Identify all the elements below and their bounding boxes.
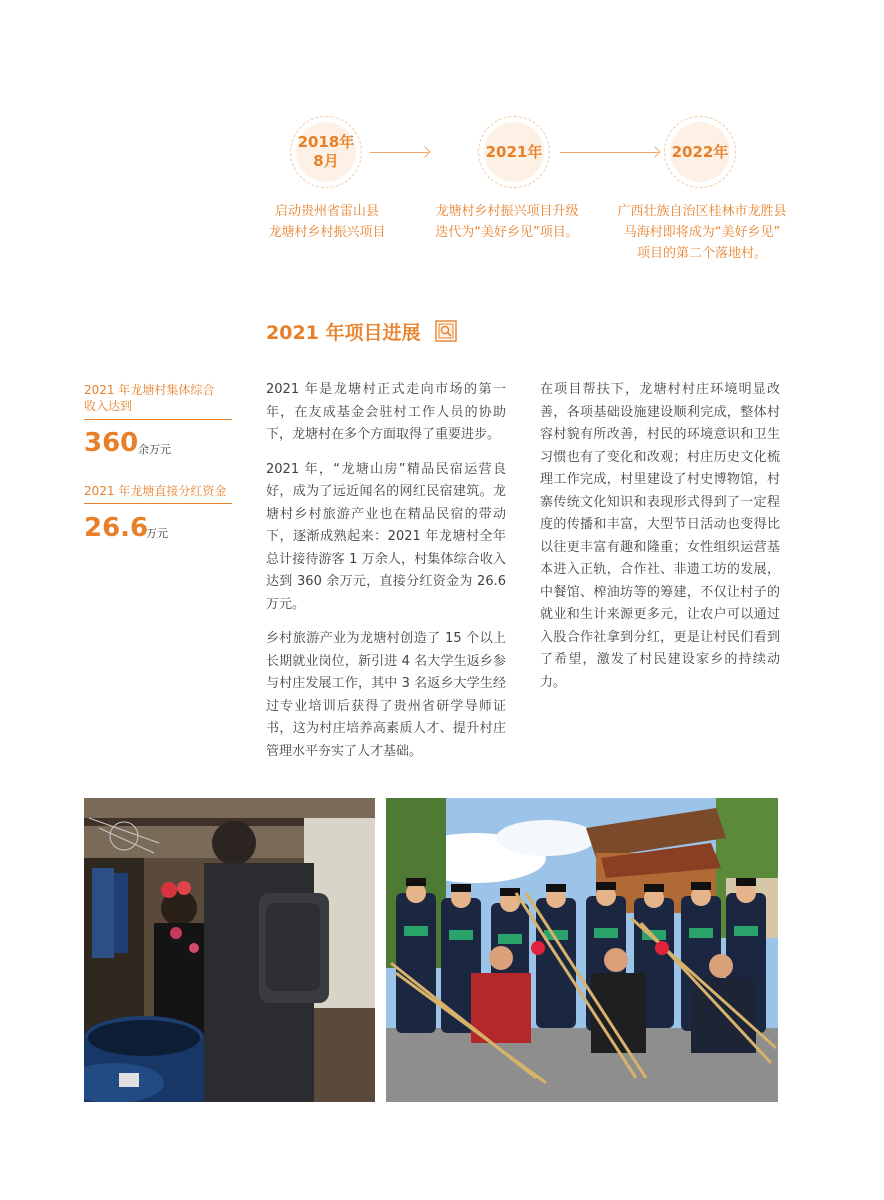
stat-divider bbox=[84, 503, 232, 504]
text-column-left bbox=[266, 379, 506, 775]
timeline-year: 2018年 bbox=[297, 133, 355, 151]
text-column-right bbox=[540, 379, 780, 706]
search-document-icon bbox=[435, 320, 457, 342]
timeline-arrow bbox=[370, 152, 428, 153]
timeline-arrow bbox=[560, 152, 658, 153]
stat-value-dividend: 26.6 bbox=[84, 513, 149, 543]
stat-unit-dividend: 万元 bbox=[146, 527, 168, 540]
photo-villagers-group bbox=[386, 798, 778, 1102]
timeline-year: 2021年 bbox=[485, 142, 543, 161]
timeline-year: 2022年 bbox=[671, 142, 729, 161]
photo-villagers-group-image bbox=[386, 798, 778, 1102]
timeline-node-2021 bbox=[478, 116, 550, 188]
timeline-node-2018 bbox=[290, 116, 362, 188]
paragraph: 乡村旅游产业为龙塘村创造了 15 个以上长期就业岗位，新引进 4 名大学生返乡参与村庄发展工作，其中 3 名返乡大学生经过专业培训后获得了贵州省研学导师证书，这为村庄培养高素质人才、提升村庄管理水平夯实了人才基础。 bbox=[266, 631, 506, 759]
timeline-desc-2018: 启动贵州省雷山县 龙塘村乡村振兴项目 bbox=[268, 204, 386, 240]
stat-value-income: 360 bbox=[84, 428, 139, 458]
stat-unit-income: 余万元 bbox=[138, 443, 171, 456]
section-title: 2021 年项目进展 bbox=[266, 322, 421, 344]
stat-label-dividend: 2021 年龙塘直接分红资金 bbox=[84, 484, 227, 498]
photo-indigo-dyeing bbox=[84, 798, 375, 1102]
paragraph: 2021 年是龙塘村正式走向市场的第一年，在友成基金会驻村工作人员的协助下，龙塘村在多个方面取得了重要进步。 bbox=[266, 382, 506, 442]
paragraph: 2021 年，“龙塘山房”精品民宿运营良好，成为了远近闻名的网红民宿建筑。龙塘村乡村旅游产业也在精品民宿的带动下，逐渐成熟起来：2021 年龙塘村全年总计接待游客 1 万余人，村集体综合收入达到 360 余万元，直接分红资金为 26.6 万元。 bbox=[266, 461, 506, 612]
timeline-month: 8月 bbox=[313, 152, 339, 170]
paragraph: 在项目帮扶下，龙塘村村庄环境明显改善，各项基础设施建设顺利完成，整体村容村貌有所改善，村民的环境意识和卫生习惯也有了变化和改观；村庄历史文化梳理工作完成，村里建设了村史博物馆，村寨传统文化知识和表现形式得到了一定程度的传播和丰富，大型节日活动也变得比以往更丰富有趣和隆重；女性组织运营基本进入正轨，合作社、非遗工坊的发展，中餐馆、榨油坊等的筹建，不仅让村子的就业和生计来源更多元，让农户可以通过入股合作社拿到分红，更是让村民们看到了希望，激发了村民建设家乡的持续动力。 bbox=[540, 382, 780, 690]
stat-label-income: 2021 年龙塘村集体综合 收入达到 bbox=[84, 383, 215, 413]
photo-indigo-dyeing-image bbox=[84, 798, 375, 1102]
timeline-desc-2021: 龙塘村乡村振兴项目升级 迭代为“美好乡见”项目。 bbox=[435, 204, 579, 240]
timeline-desc-2022: 广西壮族自治区桂林市龙胜县 马海村即将成为“美好乡见” 项目的第二个落地村。 bbox=[617, 204, 787, 261]
stat-divider bbox=[84, 419, 232, 420]
timeline-node-2022 bbox=[664, 116, 736, 188]
